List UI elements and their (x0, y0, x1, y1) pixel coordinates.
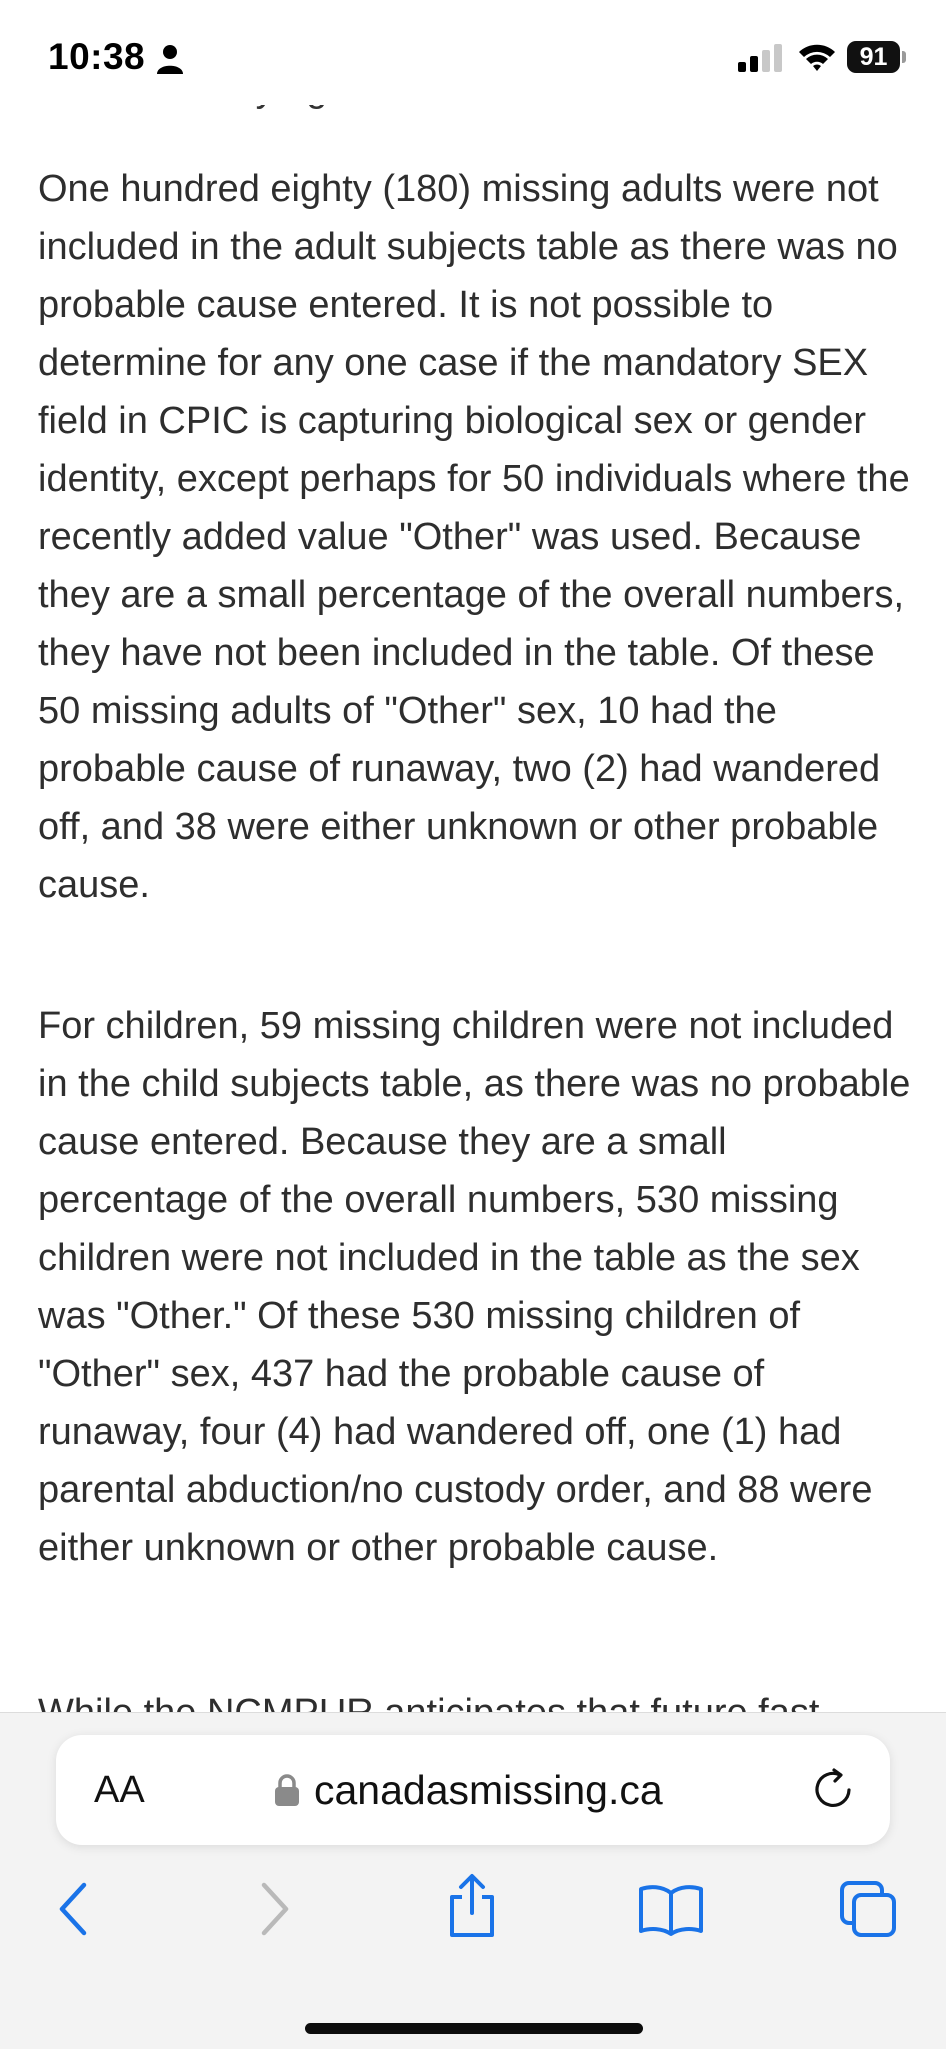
cellular-signal-icon (738, 44, 784, 77)
home-indicator (305, 2023, 643, 2034)
share-icon[interactable] (444, 1873, 500, 1944)
battery-tip (902, 51, 906, 63)
lock-icon (274, 1773, 300, 1812)
url-text[interactable]: canadasmissing.ca (314, 1767, 663, 1813)
battery-icon: 91 (847, 41, 900, 73)
browser-toolbar (0, 1712, 946, 2049)
reload-icon[interactable] (810, 1767, 856, 1818)
bookmarks-icon[interactable] (638, 1883, 704, 1940)
address-bar[interactable] (56, 1735, 890, 1845)
person-icon (155, 44, 185, 79)
status-bar (0, 0, 946, 105)
article-content (38, 80, 918, 1712)
status-time: 10:38 (48, 36, 146, 77)
tabs-icon[interactable] (838, 1879, 898, 1944)
paragraph-missing-children: For children, 59 missing children were not included in the child subjects table, as there was no probable cause entered. Because they are a small percentage of the overall numbers, 530 missing children were not included in the table as the sex was "Other." Of these 530 missing children of "Other" sex, 437 had the probable cause of runaway, four (4) had wandered off, one (1) had parental abduction/no custody order, and 88 were either unknown or other probable cause. (38, 1005, 911, 1569)
text-size-button[interactable]: AA (94, 1769, 145, 1811)
wifi-icon (797, 41, 837, 78)
forward-icon[interactable] (250, 1881, 298, 1942)
paragraph-missing-adults: One hundred eighty (180) missing adults were not included in the adult subjects table as there was no probable cause entered. It is not possible to determine for any one case if the mandatory SEX field in CPIC is capturing biological sex or gender identity, except perhaps for 50 individuals where the recently added value "Other" was used. Because they are a small percentage of the overall numbers, they have not been included in the table. Of these 50 missing adults of "Other" sex, 10 had the probable cause of runaway, two (2) had wandered off, and 38 were either unknown or other probable cause. (38, 168, 910, 906)
back-icon[interactable] (50, 1881, 98, 1942)
